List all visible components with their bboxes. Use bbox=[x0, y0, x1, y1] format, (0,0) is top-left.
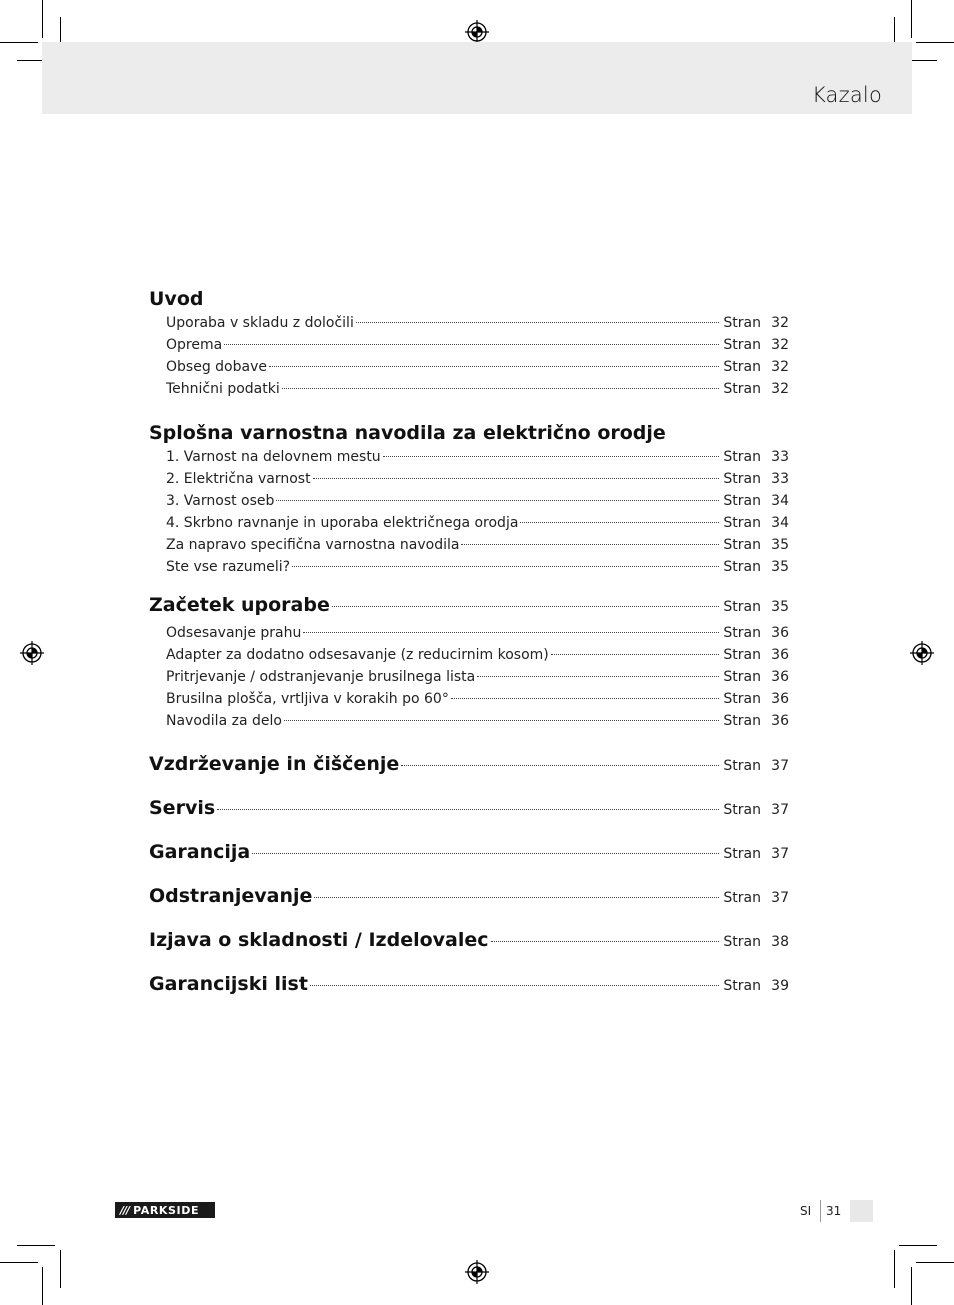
toc-entry-strn: Stran bbox=[723, 691, 761, 707]
toc-entry-strn: Stran bbox=[723, 359, 761, 375]
crop-mark bbox=[42, 0, 43, 38]
leader-dots bbox=[401, 765, 719, 766]
toc-entry-page: 36 bbox=[771, 669, 789, 685]
leader-dots bbox=[310, 985, 719, 986]
table-of-contents bbox=[149, 286, 789, 1006]
crop-mark bbox=[916, 42, 954, 43]
page-number: 31 bbox=[826, 1204, 842, 1218]
toc-entry[interactable] bbox=[149, 356, 789, 378]
footer-divider bbox=[820, 1200, 821, 1222]
toc-entry-strn: Stran bbox=[723, 449, 761, 465]
leader-dots bbox=[313, 478, 720, 479]
toc-main-entry[interactable] bbox=[149, 742, 789, 786]
toc-main-entry[interactable] bbox=[149, 786, 789, 830]
leader-dots bbox=[491, 941, 720, 942]
toc-entry-strn: Stran bbox=[723, 758, 761, 774]
toc-entry[interactable] bbox=[149, 446, 789, 468]
toc-entry-strn: Stran bbox=[723, 934, 761, 950]
logo-stripes: /// bbox=[120, 1203, 130, 1217]
toc-entry-strn: Stran bbox=[723, 559, 761, 575]
toc-entry-label: Servis bbox=[149, 797, 216, 819]
crop-mark bbox=[911, 1267, 912, 1305]
toc-entry-page: 36 bbox=[771, 647, 789, 663]
toc-entry-strn: Stran bbox=[723, 537, 761, 553]
toc-entry-label: Za napravo specifična varnostna navodila bbox=[166, 537, 460, 553]
toc-entry[interactable] bbox=[149, 490, 789, 512]
toc-entry-strn: Stran bbox=[723, 337, 761, 353]
toc-entry-page: 34 bbox=[771, 515, 789, 531]
toc-entry-label: Uporaba v skladu z določili bbox=[166, 315, 354, 331]
leader-dots bbox=[284, 720, 719, 721]
toc-entry-label: Garancijski list bbox=[149, 973, 308, 995]
toc-entry[interactable] bbox=[149, 710, 789, 732]
toc-entry-label: Pritrjevanje / odstranjevanje brusilnega lista bbox=[166, 669, 476, 685]
toc-main-entry[interactable] bbox=[149, 830, 789, 874]
toc-section-title: Začetek uporabe bbox=[149, 594, 330, 616]
leader-dots bbox=[252, 853, 719, 854]
toc-section-title: Splošna varnostna navodila za električno orodje bbox=[149, 422, 666, 444]
toc-entry-strn: Stran bbox=[723, 493, 761, 509]
toc-entry-label: Ste vse razumeli? bbox=[166, 559, 291, 575]
leader-dots bbox=[217, 809, 719, 810]
leader-dots bbox=[276, 500, 719, 501]
toc-entry[interactable] bbox=[149, 512, 789, 534]
toc-entry-strn: Stran bbox=[723, 890, 761, 906]
toc-entry-strn: Stran bbox=[723, 599, 761, 615]
toc-entry-label: Izjava o skladnosti / Izdelovalec bbox=[149, 929, 489, 951]
toc-entry-strn: Stran bbox=[723, 978, 761, 994]
crop-mark bbox=[911, 0, 912, 38]
toc-entry-page: 38 bbox=[771, 934, 789, 950]
crop-mark bbox=[17, 1245, 55, 1246]
toc-entry-label: 3. Varnost oseb bbox=[166, 493, 275, 509]
toc-entry-strn: Stran bbox=[723, 802, 761, 818]
footer-tab bbox=[850, 1200, 873, 1222]
registration-mark-icon bbox=[19, 640, 45, 666]
leader-dots bbox=[477, 676, 719, 677]
crop-mark bbox=[0, 42, 38, 43]
toc-entry[interactable] bbox=[149, 556, 789, 578]
leader-dots bbox=[314, 897, 719, 898]
toc-entry-strn: Stran bbox=[723, 713, 761, 729]
leader-dots bbox=[451, 698, 720, 699]
toc-entry-label: Oprema bbox=[166, 337, 223, 353]
toc-entry-page: 32 bbox=[771, 359, 789, 375]
toc-entry-label: Tehnični podatki bbox=[166, 381, 280, 397]
toc-section-title: Uvod bbox=[149, 288, 204, 310]
toc-entry[interactable] bbox=[149, 688, 789, 710]
toc-entry-label: 4. Skrbno ravnanje in uporaba električnega orodja bbox=[166, 515, 519, 531]
leader-dots bbox=[520, 522, 719, 523]
parkside-logo bbox=[115, 1202, 215, 1218]
toc-main-entry[interactable] bbox=[149, 874, 789, 918]
toc-entry[interactable] bbox=[149, 534, 789, 556]
toc-entry-label: Odsesavanje prahu bbox=[166, 625, 302, 641]
toc-entry-page: 36 bbox=[771, 713, 789, 729]
toc-entry-page: 37 bbox=[771, 802, 789, 818]
toc-entry-strn: Stran bbox=[723, 625, 761, 641]
toc-entry-label: Garancija bbox=[149, 841, 251, 863]
page-title: Kazalo bbox=[811, 83, 882, 107]
logo-text: PARKSIDE bbox=[133, 1203, 200, 1217]
toc-entry[interactable] bbox=[149, 334, 789, 356]
toc-entry-label: Obseg dobave bbox=[166, 359, 267, 375]
toc-entry-page: 36 bbox=[771, 625, 789, 641]
crop-mark bbox=[916, 1262, 954, 1263]
crop-mark bbox=[42, 1267, 43, 1305]
leader-dots bbox=[292, 566, 719, 567]
crop-mark bbox=[894, 1250, 895, 1288]
crop-mark bbox=[60, 1250, 61, 1288]
leader-dots bbox=[383, 456, 720, 457]
toc-entry-strn: Stran bbox=[723, 381, 761, 397]
toc-entry[interactable] bbox=[149, 468, 789, 490]
toc-entry[interactable] bbox=[149, 622, 789, 644]
toc-entry-strn: Stran bbox=[723, 471, 761, 487]
leader-dots bbox=[224, 344, 719, 345]
toc-entry-page: 32 bbox=[771, 381, 789, 397]
language-code: SI bbox=[800, 1204, 812, 1218]
toc-entry-label: Navodila za delo bbox=[166, 713, 282, 729]
toc-entry-strn: Stran bbox=[723, 315, 761, 331]
toc-entry[interactable] bbox=[149, 378, 789, 400]
toc-entry-page: 32 bbox=[771, 315, 789, 331]
toc-entry-label: 1. Varnost na delovnem mestu bbox=[166, 449, 381, 465]
toc-entry-page: 37 bbox=[771, 846, 789, 862]
toc-entry-label: Adapter za dodatno odsesavanje (z reducirnim kosom) bbox=[166, 647, 549, 663]
toc-entry-page: 32 bbox=[771, 337, 789, 353]
leader-dots bbox=[269, 366, 719, 367]
toc-entry-page: 33 bbox=[771, 471, 789, 487]
toc-entry-label: Brusilna plošča, vrtljiva v korakih po 60° bbox=[166, 691, 449, 707]
crop-mark bbox=[899, 1245, 937, 1246]
toc-entry-page: 36 bbox=[771, 691, 789, 707]
registration-mark-icon bbox=[464, 1259, 490, 1285]
toc-entry-page: 34 bbox=[771, 493, 789, 509]
toc-entry-page: 37 bbox=[771, 758, 789, 774]
toc-entry[interactable] bbox=[149, 312, 789, 334]
toc-entry-page: 33 bbox=[771, 449, 789, 465]
toc-entry-page: 37 bbox=[771, 890, 789, 906]
leader-dots bbox=[332, 606, 720, 607]
leader-dots bbox=[551, 654, 720, 655]
header-band bbox=[42, 42, 912, 114]
toc-entry[interactable] bbox=[149, 644, 789, 666]
leader-dots bbox=[356, 322, 720, 323]
toc-entry-label: 2. Električna varnost bbox=[166, 471, 311, 487]
registration-mark-icon bbox=[909, 640, 935, 666]
toc-main-entry[interactable] bbox=[149, 962, 789, 1006]
toc-entry-page: 35 bbox=[771, 599, 789, 615]
crop-mark bbox=[0, 1262, 38, 1263]
toc-entry-strn: Stran bbox=[723, 846, 761, 862]
toc-entry-label: Vzdrževanje in čiščenje bbox=[149, 753, 400, 775]
toc-entry-strn: Stran bbox=[723, 515, 761, 531]
toc-entry[interactable] bbox=[149, 666, 789, 688]
toc-entry-page: 35 bbox=[771, 537, 789, 553]
toc-entry-strn: Stran bbox=[723, 669, 761, 685]
toc-entry-page: 35 bbox=[771, 559, 789, 575]
leader-dots bbox=[461, 544, 719, 545]
toc-section-entry[interactable] bbox=[149, 592, 789, 622]
leader-dots bbox=[303, 632, 719, 633]
toc-main-entry[interactable] bbox=[149, 918, 789, 962]
leader-dots bbox=[282, 388, 720, 389]
toc-entry-label: Odstranjevanje bbox=[149, 885, 313, 907]
toc-entry-page: 39 bbox=[771, 978, 789, 994]
toc-entry-strn: Stran bbox=[723, 647, 761, 663]
